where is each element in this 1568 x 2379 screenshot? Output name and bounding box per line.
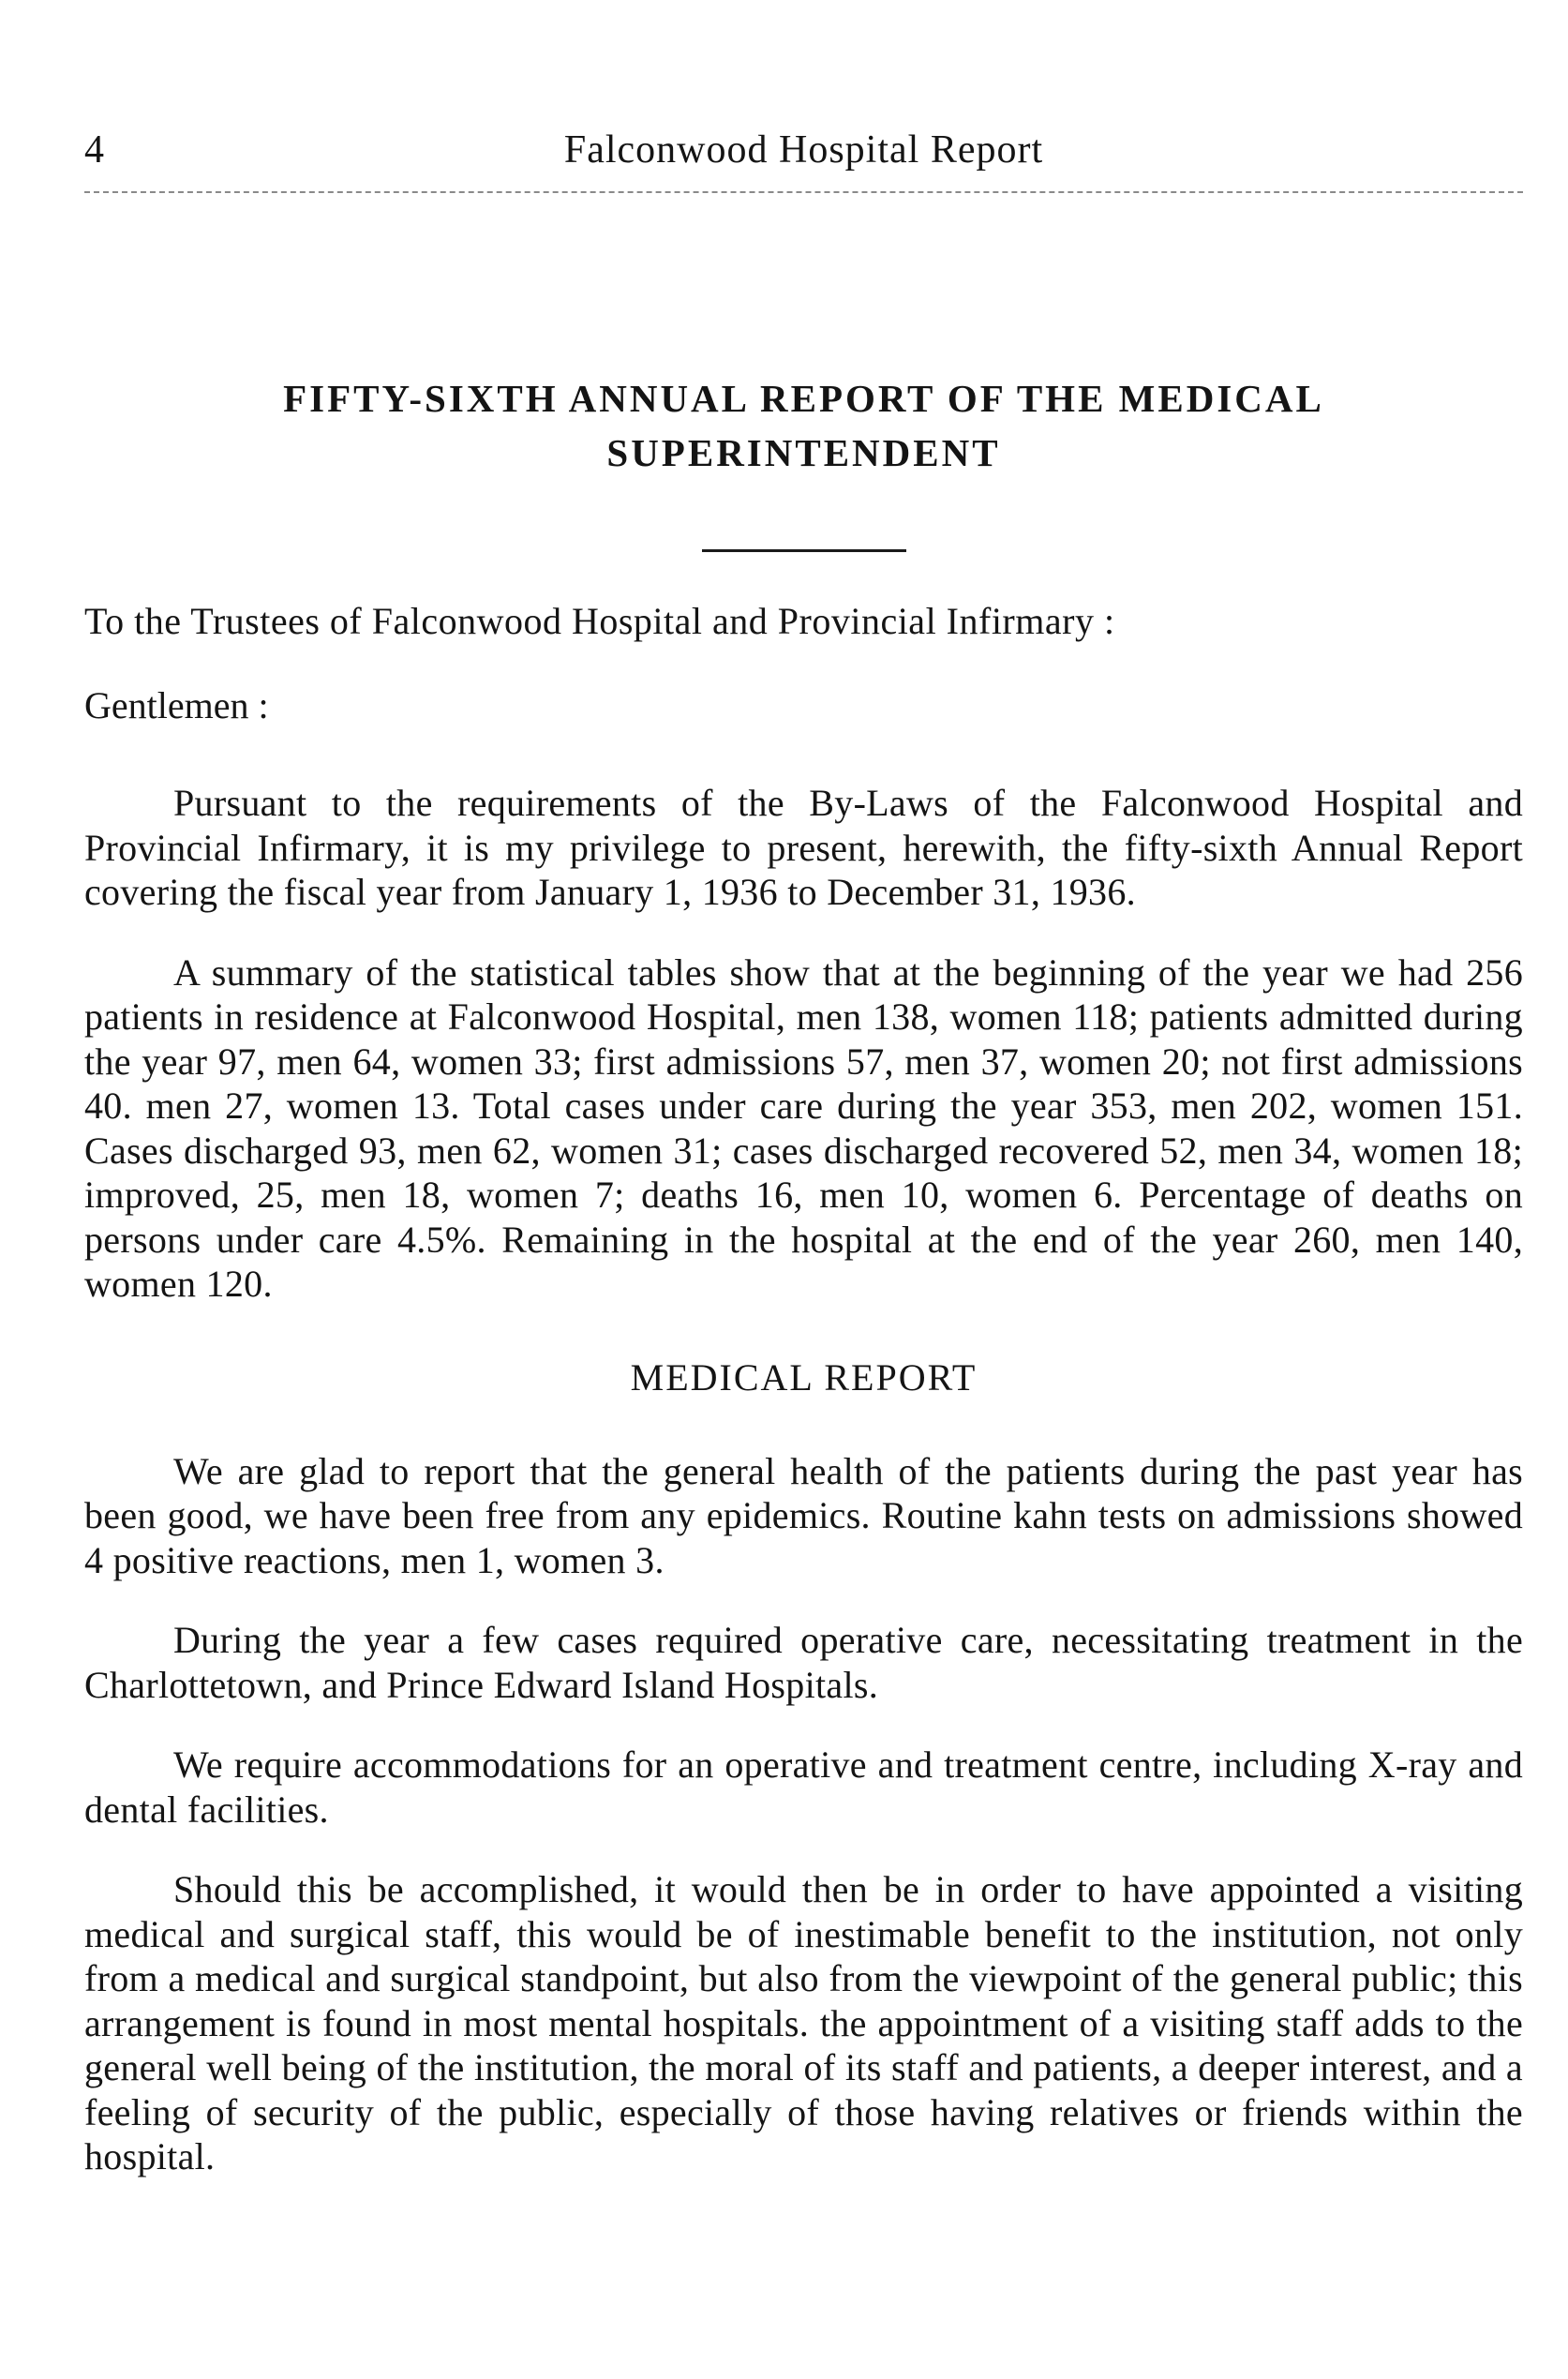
salutation: To the Trustees of Falconwood Hospital and Provincial Infirmary : xyxy=(84,600,1115,642)
section-heading-medical-report: MEDICAL REPORT xyxy=(630,1355,978,1399)
paragraph-operative-care: During the year a few cases required operative care, necessitating treatment in the Charlottetown, and Prince Edward Island Hospitals. xyxy=(84,1619,1523,1706)
header-rule xyxy=(84,191,1523,193)
report-title xyxy=(84,371,1523,480)
paragraph-introduction: Pursuant to the requirements of the By-Laws of the Falconwood Hospital and Provincial Infirmary, it is my privilege to present, herewith, the fifty-sixth Annual Report covering the fiscal year from January 1, 1936 to December 31, 1936. xyxy=(84,782,1523,913)
report-title-line-1: FIFTY-SIXTH ANNUAL REPORT OF THE MEDICAL xyxy=(283,377,1324,420)
running-header xyxy=(84,122,1523,178)
title-rule xyxy=(702,549,906,552)
running-title: Falconwood Hospital Report xyxy=(563,128,1044,172)
page-number: 4 xyxy=(84,128,104,172)
paragraph-general-health: We are glad to report that the general health of the patients during the past year has been good, we have been free from any epidemics. Routine kahn tests on admissions showed 4 positive reactions, men 1, women 3. xyxy=(84,1449,1523,1581)
paragraph-visiting-staff: Should this be accomplished, it would then be in order to have appointed a visiting medical and surgical staff, this would be of inestimable benefit to the institution, not only from a medical and surgical standpoint, but also from the viewpoint of the general public; this arrangement is found in most mental hospitals. the appointment of a visiting staff adds to the general well being of the institution, the moral of its staff and patients, a deeper interest, and a feeling of security of the public, especially of those having relatives or friends within the hospital. xyxy=(84,1868,1523,2177)
paragraph-statistics-summary: A summary of the statistical tables show that at the beginning of the year we had 256 patients in residence at Falconwood Hospital, men 138, women 118; patients admitted during the year 97, men 64, women 33; first admissions 57, men 37, women 20; not first admissions 40. men 27, women 13. Total cases under care during the year 353, men 202, women 151. Cases discharged 93, men 62, women 31; cases discharged recovered 52, men 34, women 18; improved, 25, men 18, women 7; deaths 16, men 10, women 6. Percentage of deaths on persons under care 4.5%. Remaining in the hospital at the end of the year 260, men 140, women 120. xyxy=(84,950,1523,1305)
report-page xyxy=(84,122,1523,2179)
greeting: Gentlemen : xyxy=(84,684,269,726)
report-title-line-2: SUPERINTENDENT xyxy=(606,431,1001,474)
paragraph-accommodations: We require accommodations for an operative and treatment centre, including X-ray and dental facilities. xyxy=(84,1743,1523,1831)
